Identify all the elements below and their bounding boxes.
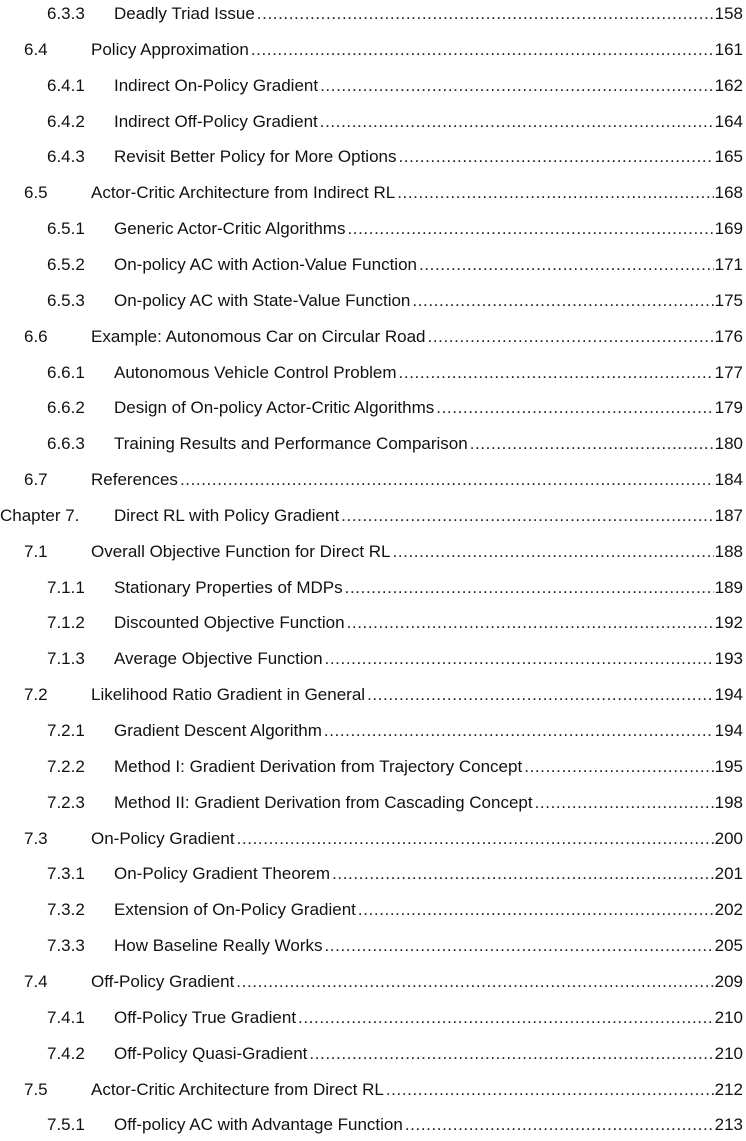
toc-page-number: 198 <box>714 793 743 812</box>
dot-leader <box>320 74 714 98</box>
toc-entry-number: 6.4.2 <box>47 112 85 131</box>
dot-leader <box>325 647 714 671</box>
toc-entry-title: Extension of On-Policy Gradient <box>114 900 356 919</box>
dot-leader <box>236 970 713 994</box>
toc-page-number: 202 <box>714 900 743 919</box>
dot-leader <box>399 361 714 385</box>
toc-page-number: 210 <box>714 1044 743 1063</box>
toc-page-number: 184 <box>714 470 743 489</box>
dot-leader <box>428 325 714 349</box>
toc-entry-number: 7.1.2 <box>47 613 85 632</box>
dot-leader <box>347 611 714 635</box>
toc-entry-title: Training Results and Performance Comparison <box>114 434 468 453</box>
toc-entry-title: Average Objective Function <box>114 649 323 668</box>
dot-leader <box>470 432 714 456</box>
toc-entry-number: 7.1.1 <box>47 578 85 597</box>
dot-leader <box>324 719 714 743</box>
toc-entry[interactable] <box>0 540 746 564</box>
toc-entry-title: Autonomous Vehicle Control Problem <box>114 363 397 382</box>
toc-entry-number: 7.4.1 <box>47 1008 85 1027</box>
toc-page-number: 209 <box>714 972 743 991</box>
toc-page-number: 187 <box>714 506 743 525</box>
toc-entry-number: 7.3.1 <box>47 864 85 883</box>
toc-entry-number: 6.5.2 <box>47 255 85 274</box>
toc-page-number: 188 <box>714 542 743 561</box>
dot-leader <box>524 755 713 779</box>
toc-entry-title: Off-Policy Gradient <box>91 972 235 991</box>
toc-entry[interactable] <box>0 898 746 922</box>
toc-entry[interactable] <box>0 361 746 385</box>
toc-entry-number: 6.5.3 <box>47 291 85 310</box>
dot-leader <box>386 1078 714 1102</box>
toc-entry-title: Method II: Gradient Derivation from Cascading Concept <box>114 793 533 812</box>
toc-entry-title: Off-policy AC with Advantage Function <box>114 1115 403 1134</box>
toc-entry[interactable] <box>0 1006 746 1030</box>
dot-leader <box>398 145 713 169</box>
dot-leader <box>412 289 713 313</box>
toc-entry-number: 7.5 <box>24 1080 48 1099</box>
toc-entry-number: 7.1.3 <box>47 649 85 668</box>
dot-leader <box>332 862 714 886</box>
toc-entry[interactable] <box>0 289 746 313</box>
dot-leader <box>180 468 714 492</box>
toc-entry[interactable] <box>0 647 746 671</box>
toc-entry-title: Off-Policy True Gradient <box>114 1008 297 1027</box>
toc-entry[interactable] <box>0 110 746 134</box>
toc-entry-title: Revisit Better Policy for More Options <box>114 147 397 166</box>
toc-entry-number: 6.5 <box>24 183 48 202</box>
toc-entry-number: 7.4.2 <box>47 1044 85 1063</box>
toc-page-number: 164 <box>714 112 743 131</box>
toc-entry[interactable] <box>0 253 746 277</box>
toc-entry-number: 6.4 <box>24 40 48 59</box>
toc-entry-number: 7.2.2 <box>47 757 85 776</box>
dot-leader <box>309 1042 713 1066</box>
dot-leader <box>367 683 714 707</box>
toc-entry-title: Actor-Critic Architecture from Direct RL <box>91 1080 384 1099</box>
toc-entry[interactable] <box>0 755 746 779</box>
toc-page-number: 177 <box>714 363 743 382</box>
toc-entry-title: Direct RL with Policy Gradient <box>114 506 340 525</box>
toc-entry[interactable] <box>0 181 746 205</box>
toc-entry-title: Stationary Properties of MDPs <box>114 578 343 597</box>
toc-page-number: 193 <box>714 649 743 668</box>
toc-entry-number: 7.3.2 <box>47 900 85 919</box>
toc-page-number: 213 <box>714 1115 743 1134</box>
dot-leader <box>251 38 714 62</box>
dot-leader <box>397 181 713 205</box>
toc-page-number: 162 <box>714 76 743 95</box>
toc-entry-number: 7.2.1 <box>47 721 85 740</box>
toc-entry-title: Example: Autonomous Car on Circular Road <box>91 327 426 346</box>
dot-leader <box>345 576 714 600</box>
toc-page-number: 176 <box>714 327 743 346</box>
toc-entry-number: 6.6.1 <box>47 363 85 382</box>
toc-page-number: 171 <box>714 255 743 274</box>
toc-entry-number: 7.2 <box>24 685 48 704</box>
toc-entry[interactable] <box>0 1078 746 1102</box>
toc-page-number: 200 <box>714 829 743 848</box>
toc-entry-number: 7.1 <box>24 542 48 561</box>
dot-leader <box>237 827 714 851</box>
toc-entry-title: Method I: Gradient Derivation from Trajectory Concept <box>114 757 523 776</box>
toc-entry-title: Indirect On-Policy Gradient <box>114 76 319 95</box>
toc-entry-title: Generic Actor-Critic Algorithms <box>114 219 346 238</box>
toc-entry-number: 6.4.1 <box>47 76 85 95</box>
toc-entry-title: Policy Approximation <box>91 40 249 59</box>
toc-entry[interactable] <box>0 74 746 98</box>
toc-entry-number: 7.3.3 <box>47 936 85 955</box>
toc-entry-title: References <box>91 470 178 489</box>
toc-entry[interactable] <box>0 719 746 743</box>
toc-page-number: 168 <box>714 183 743 202</box>
toc-page-number: 205 <box>714 936 743 955</box>
toc-entry[interactable] <box>0 970 746 994</box>
toc-entry[interactable] <box>0 217 746 241</box>
toc-entry-title: Gradient Descent Algorithm <box>114 721 322 740</box>
dot-leader <box>298 1006 714 1030</box>
toc-entry-number: 6.4.3 <box>47 147 85 166</box>
toc-page-number: 212 <box>714 1080 743 1099</box>
toc-entry-number: Chapter 7. <box>0 506 80 525</box>
toc-page-number: 194 <box>714 685 743 704</box>
toc-entry[interactable] <box>0 432 746 456</box>
toc-entry-number: 7.4 <box>24 972 48 991</box>
toc-entry[interactable] <box>0 145 746 169</box>
toc-entry[interactable] <box>0 468 746 492</box>
toc-page-number: 192 <box>714 613 743 632</box>
toc-entry-number: 7.3 <box>24 829 48 848</box>
toc-entry-title: Off-Policy Quasi-Gradient <box>114 1044 308 1063</box>
toc-page-number: 161 <box>714 40 743 59</box>
toc-page-number: 175 <box>714 291 743 310</box>
toc-entry-number: 6.7 <box>24 470 48 489</box>
dot-leader <box>358 898 714 922</box>
toc-entry[interactable] <box>0 38 746 62</box>
toc-entry[interactable] <box>0 827 746 851</box>
toc-entry-number: 7.5.1 <box>47 1115 85 1134</box>
dot-leader <box>393 540 714 564</box>
toc-entry-number: 6.6.3 <box>47 434 85 453</box>
toc-entry-title: On-policy AC with Action-Value Function <box>114 255 417 274</box>
toc-entry-title: Indirect Off-Policy Gradient <box>114 112 318 131</box>
toc-entry[interactable] <box>0 1113 746 1137</box>
toc-entry[interactable] <box>0 325 746 349</box>
toc-page-number: 158 <box>714 4 743 23</box>
toc-entry[interactable] <box>0 862 746 886</box>
toc-page-number: 179 <box>714 398 743 417</box>
dot-leader <box>535 791 714 815</box>
toc-page-number: 180 <box>714 434 743 453</box>
toc-entry[interactable] <box>0 2 746 26</box>
toc-entry[interactable] <box>0 791 746 815</box>
toc-entry-number: 6.5.1 <box>47 219 85 238</box>
toc-entry-number: 6.3.3 <box>47 4 85 23</box>
toc-page-number: 165 <box>714 147 743 166</box>
toc-page-number: 189 <box>714 578 743 597</box>
toc-page-number: 201 <box>714 864 743 883</box>
dot-leader <box>419 253 714 277</box>
dot-leader <box>324 934 713 958</box>
toc-page-number: 169 <box>714 219 743 238</box>
toc-entry[interactable] <box>0 611 746 635</box>
toc-page-number: 194 <box>714 721 743 740</box>
toc-entry-number: 6.6.2 <box>47 398 85 417</box>
dot-leader <box>320 110 714 134</box>
toc-entry[interactable] <box>0 396 746 420</box>
toc-entry-title: Deadly Triad Issue <box>114 4 255 23</box>
toc-entry-title: Overall Objective Function for Direct RL <box>91 542 391 561</box>
dot-leader <box>405 1113 714 1137</box>
toc-entry[interactable] <box>0 1042 746 1066</box>
toc-entry-title: Actor-Critic Architecture from Indirect RL <box>91 183 396 202</box>
toc-entry-number: 7.2.3 <box>47 793 85 812</box>
toc-entry-title: On-Policy Gradient <box>91 829 235 848</box>
toc-entry-title: Discounted Objective Function <box>114 613 345 632</box>
toc-entry-title: Likelihood Ratio Gradient in General <box>91 685 366 704</box>
toc-entry-title: On-Policy Gradient Theorem <box>114 864 331 883</box>
toc-entry[interactable] <box>0 683 746 707</box>
toc-entry[interactable] <box>0 934 746 958</box>
toc-entry-title: On-policy AC with State-Value Function <box>114 291 411 310</box>
dot-leader <box>257 2 714 26</box>
toc-entry[interactable] <box>0 576 746 600</box>
toc-entry-number: 6.6 <box>24 327 48 346</box>
toc-page-number: 210 <box>714 1008 743 1027</box>
toc-entry-title: Design of On-policy Actor-Critic Algorithms <box>114 398 435 417</box>
toc-page-number: 195 <box>714 757 743 776</box>
dot-leader <box>436 396 713 420</box>
toc-entry-title: How Baseline Really Works <box>114 936 323 955</box>
dot-leader <box>347 217 713 241</box>
dot-leader <box>341 504 713 528</box>
toc-chapter-entry[interactable] <box>0 504 746 528</box>
